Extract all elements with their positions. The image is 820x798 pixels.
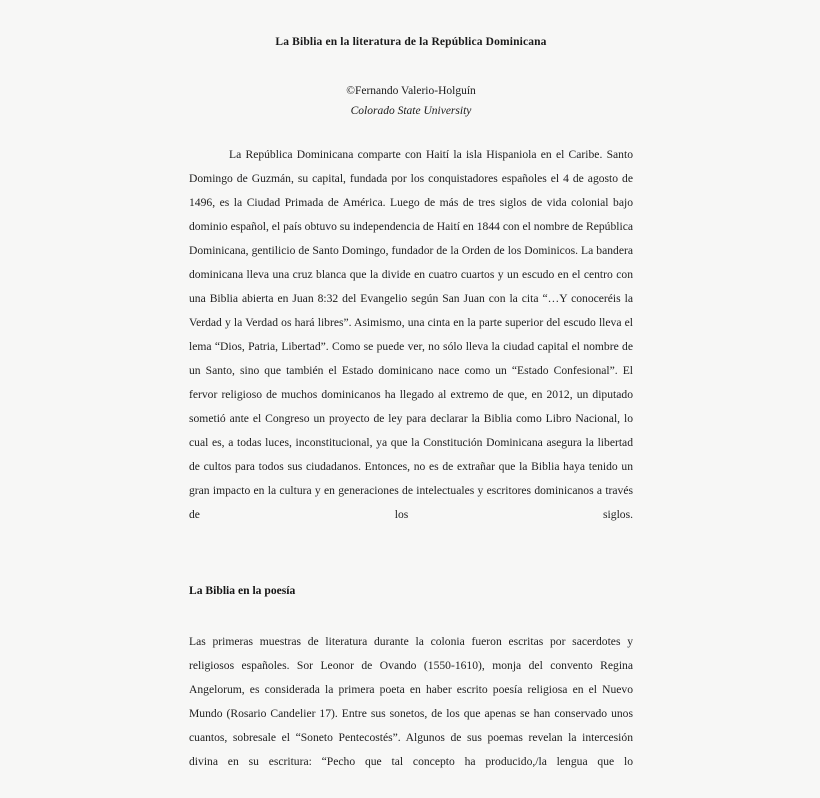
body-paragraph-2-wrapper: [189, 603, 633, 798]
author-byline: ©Fernando Valerio-Holguín: [346, 84, 476, 97]
page-title: La Biblia en la literatura de la República Dominicana: [275, 36, 547, 48]
body-paragraph-2: Las primeras muestras de literatura durante la colonia fueron escritas por sacerdotes y religiosos españoles. Sor Leonor de Ovando (1550-1610), monja del convento Regina Angelorum, es considerada la primera poeta en haber escrito poesía religiosa en el Nuevo Mundo (Rosario Candelier 17). Entre sus sonetos, de los que apenas se han conservado unos cuantos, sobresale el “Soneto Pentecostés”. Algunos de sus poemas revelan la intercesión divina en su escritura: “Pecho que tal concepto ha producido,/la lengua que lo: [189, 635, 633, 769]
author-affiliation: Colorado State University: [350, 104, 472, 117]
document-body: [189, 119, 633, 798]
section-heading-poesia: La Biblia en la poesía: [189, 584, 296, 598]
text-column: [189, 0, 633, 798]
body-paragraph-1: La República Dominicana comparte con Haití la isla Hispaniola en el Caribe. Santo Domingo de Guzmán, su capital, fundada por los conquistadores españoles el 4 de agosto de 1496, es la Ciudad Primada de América. Luego de más de tres siglos de vida colonial bajo dominio español, el país obtuvo su independencia de Haití en 1844 con el nombre de República Dominicana, gentilicio de Santo Domingo, fundador de la Orden de los Dominicos. La bandera dominicana lleva una cruz blanca que la divide en cuatro cuartos y un escudo en el centro con una Biblia abierta en Juan 8:32 del Evangelio según San Juan con la cita “…Y conoceréis la Verdad y la Verdad os hará libres”. Asimismo, una cinta en la parte superior del escudo lleva el lema “Dios, Patria, Libertad”. Como se puede ver, no sólo lleva la ciudad capital el nombre de un Santo, sino que también el Estado dominicano nace como un “Estado Confesional”. El fervor religioso de muchos dominicanos ha llegado al extremo de que, en 2012, un diputado sometió ante el Congreso un proyecto de ley para declarar la Biblia como Libro Nacional, lo cual es, a todas luces, inconstitucional, ya que la Constitución Dominicana asegura la libertad de cultos para todos sus ciudadanos. Entonces, no es de extrañar que la Biblia haya tenido un gran impacto en la cultura y en generaciones de intelectuales y escritores dominicanos a través de los siglos.: [189, 148, 633, 522]
